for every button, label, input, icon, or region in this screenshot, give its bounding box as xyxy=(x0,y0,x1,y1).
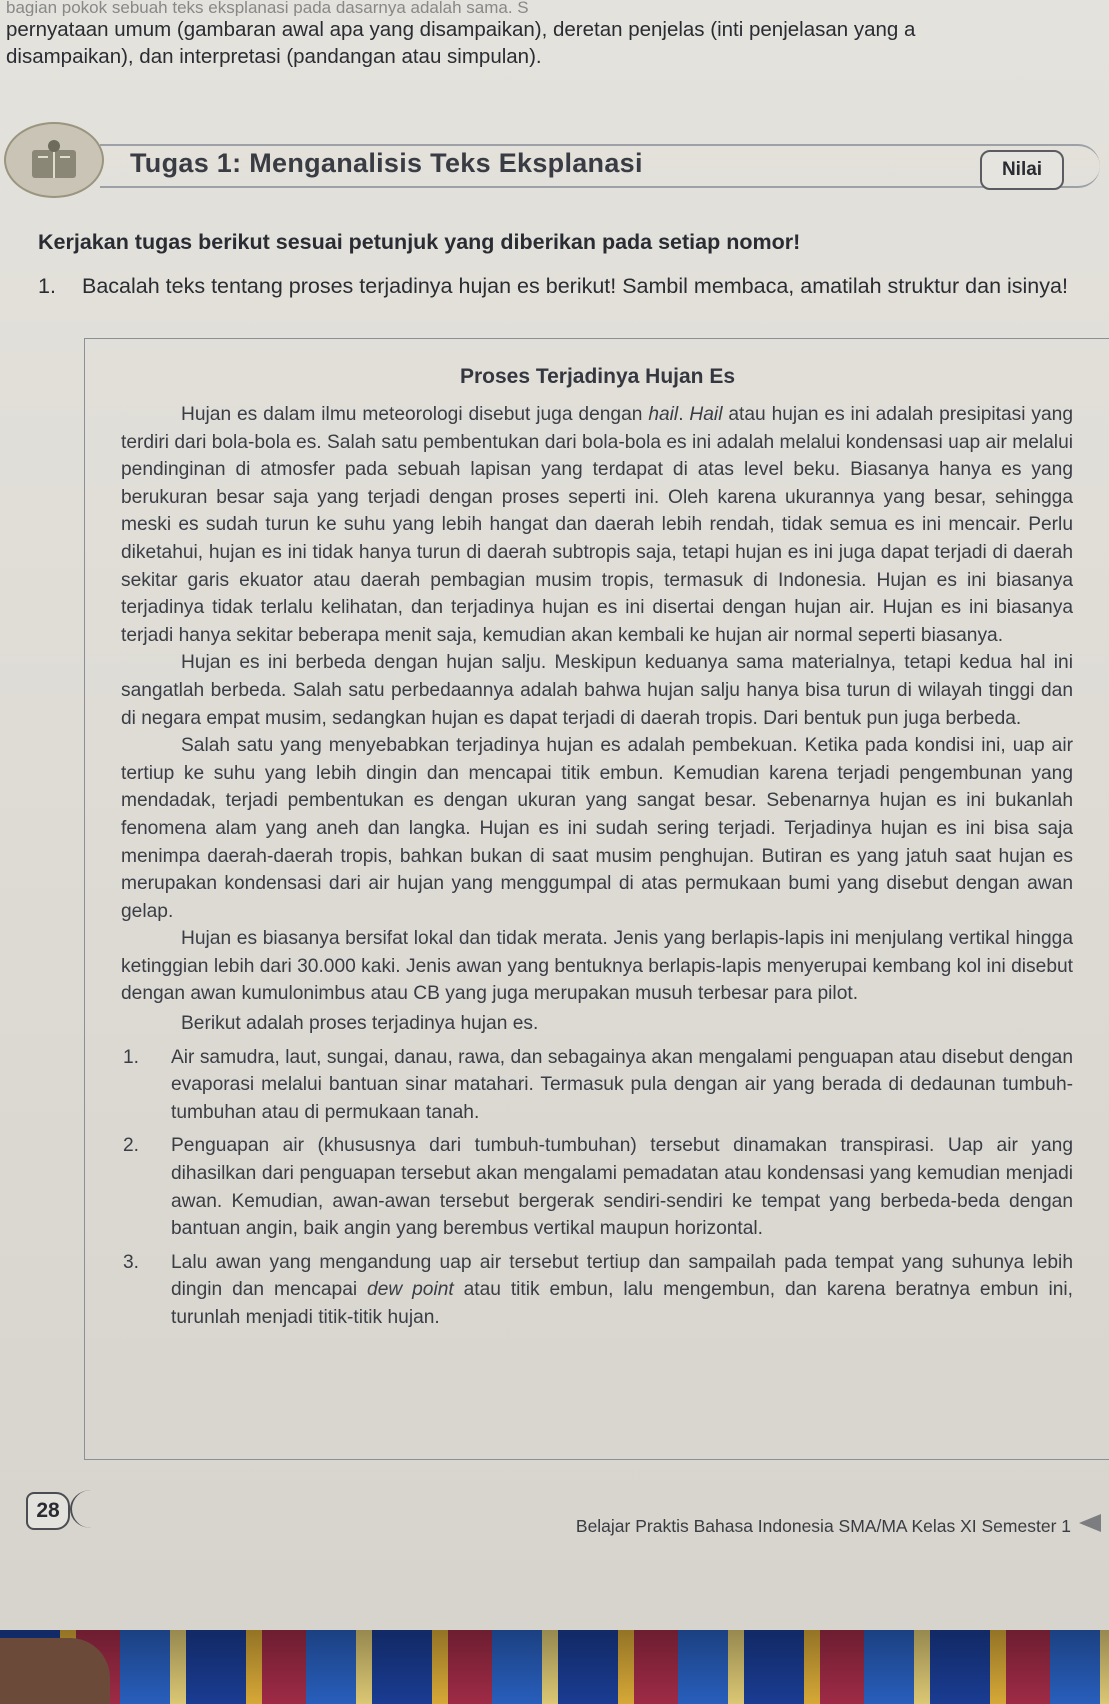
process-steps xyxy=(121,1044,1073,1332)
thumb xyxy=(0,1638,110,1704)
corner-arrow-icon xyxy=(1079,1514,1101,1532)
article-body xyxy=(121,401,1073,1338)
intro-line-1: pernyataan umum (gambaran awal apa yang disampaikan), deretan penjelas (inti penjelasan yang a xyxy=(6,18,916,41)
list-item: 1. Air samudra, laut, sungai, danau, rawa, dan sebagainya akan mengalami penguapan atau disebut dengan evaporasi melalui bantuan sinar matahari. Termasuk pula dengan air yang berada di dedaunan tumbuh-tumbuhan atau di permukaan tanah. xyxy=(123,1046,1073,1123)
question-1 xyxy=(38,272,1108,301)
task-title: Tugas 1: Menganalisis Teks Eksplanasi xyxy=(130,148,643,178)
reading-text-box xyxy=(84,338,1109,1460)
book-emblem-icon xyxy=(4,122,104,198)
question-text: Bacalah teks tentang proses terjadinya hujan es berikut! Sambil membaca, amatilah struktur dan isinya! xyxy=(82,274,1068,298)
article-title: Proses Terjadinya Hujan Es xyxy=(459,365,736,388)
list-item: 3. Lalu awan yang mengandung uap air tersebut tertiup dan sampailah pada tempat yang suhunya lebih dingin dan mencapai dew point atau titik embun, lalu mengembun, dan karena beratnya embun ini, turunlah menjadi titik-titik hujan. xyxy=(123,1251,1073,1328)
intro-paragraph xyxy=(6,0,1106,70)
paragraph-2: Hujan es ini berbeda dengan hujan salju. Meskipun keduanya sama materialnya, tetapi kedua hal ini sangatlah berbeda. Salah satu perbedaannya adalah bahwa hujan salju hanya bisa turun di wilayah tinggi dan di negara empat musim, sedangkan hujan es dapat terjadi di daerah tropis. Dari bentuk pun juga berbeda. xyxy=(121,652,1073,729)
intro-line-2: disampaikan), dan interpretasi (pandangan atau simpulan). xyxy=(6,45,542,68)
page-number: 28 xyxy=(26,1492,70,1530)
nilai-box: Nilai xyxy=(980,150,1064,190)
paragraph-4: Hujan es biasanya bersifat lokal dan tidak merata. Jenis yang berlapis-lapis ini menjulang vertikal hingga ketinggian lebih dari 30.000 kaki. Jenis awan yang bentuknya berlapis-lapis menyerupai kembang kol ini disebut dengan awan kumulonimbus atau CB yang juga merupakan musuh terbesar para pilot. xyxy=(121,928,1073,1005)
task-header xyxy=(0,120,1109,198)
list-item: 2. Penguapan air (khususnya dari tumbuh-tumbuhan) tersebut dinamakan transpirasi. Uap air yang dihasilkan dari penguapan tersebut akan mengalami pemadatan atau kondensasi yang kemudian menjadi awan. Kemudian, awan-awan tersebut bergerak sendiri-sendiri ke tempat yang berbeda-beda dengan bantuan angin, baik angin yang berembus vertikal maupun horizontal. xyxy=(123,1135,1073,1240)
instruction: Kerjakan tugas berikut sesuai petunjuk yang diberikan pada setiap nomor! xyxy=(38,230,801,254)
question-number: 1. xyxy=(38,274,56,298)
paragraph-3: Salah satu yang menyebabkan terjadinya hujan es adalah pembekuan. Ketika pada kondisi ini, uap air tertiup ke suhu yang lebih dingin dan mencapai titik embun. Kemudian karena terjadi pengembunan yang mendadak, terjadi pembentukan es dengan ukuran yang sangat besar. Sebenarnya hujan es ini bukanlah fenomena alam yang aneh dan langka. Hujan es ini sudah sering terjadi. Terjadinya hujan es ini bisa saja menimpa daerah-daerah tropis, bahkan bukan di saat musim penghujan. Butiran es yang jatuh saat hujan es merupakan kondensasi dari air hujan yang menggumpal di atas permukaan bumi yang disebut dengan awan gelap. xyxy=(121,735,1073,922)
cut-off-line: bagian pokok sebuah teks eksplanasi pada dasarnya adalah sama. S xyxy=(6,0,529,16)
page-footer xyxy=(0,1486,1109,1546)
book-title: Belajar Praktis Bahasa Indonesia SMA/MA Kelas XI Semester 1 xyxy=(575,1516,1071,1536)
paragraph-5: Berikut adalah proses terjadinya hujan es. xyxy=(181,1013,539,1035)
paragraph-1: Hujan es dalam ilmu meteorologi disebut juga dengan hail. Hail atau hujan es ini adalah presipitasi yang terdiri dari bola-bola es. Salah satu pembentukan dari bola-bola es ini adalah melalui kondensasi uap air melalui pendinginan di atmosfer pada sebuah lapisan yang terdapat di atas level beku. Biasanya hanya es yang berukuran besar saja yang terjadi dengan proses seperti ini. Oleh karena ukurannya yang besar, sehingga meski es sudah turun ke suhu yang lebih hangat dan daerah lebih rendah, tidak semua es ini mencair. Perlu diketahui, hujan es ini tidak hanya turun di daerah subtropis saja, tetapi hujan es ini juga dapat terjadi di daerah sekitar garis ekuator atau daerah pembagian musim tropis, termasuk di Indonesia. Hujan es ini biasanya terjadinya tidak terlalu kelihatan, dan terjadinya hujan es ini disertai dengan hujan air. Hujan es ini biasanya terjadi hanya sekitar beberapa menit saja, kemudian akan kembali ke hujan air normal seperti biasanya. xyxy=(121,404,1073,646)
